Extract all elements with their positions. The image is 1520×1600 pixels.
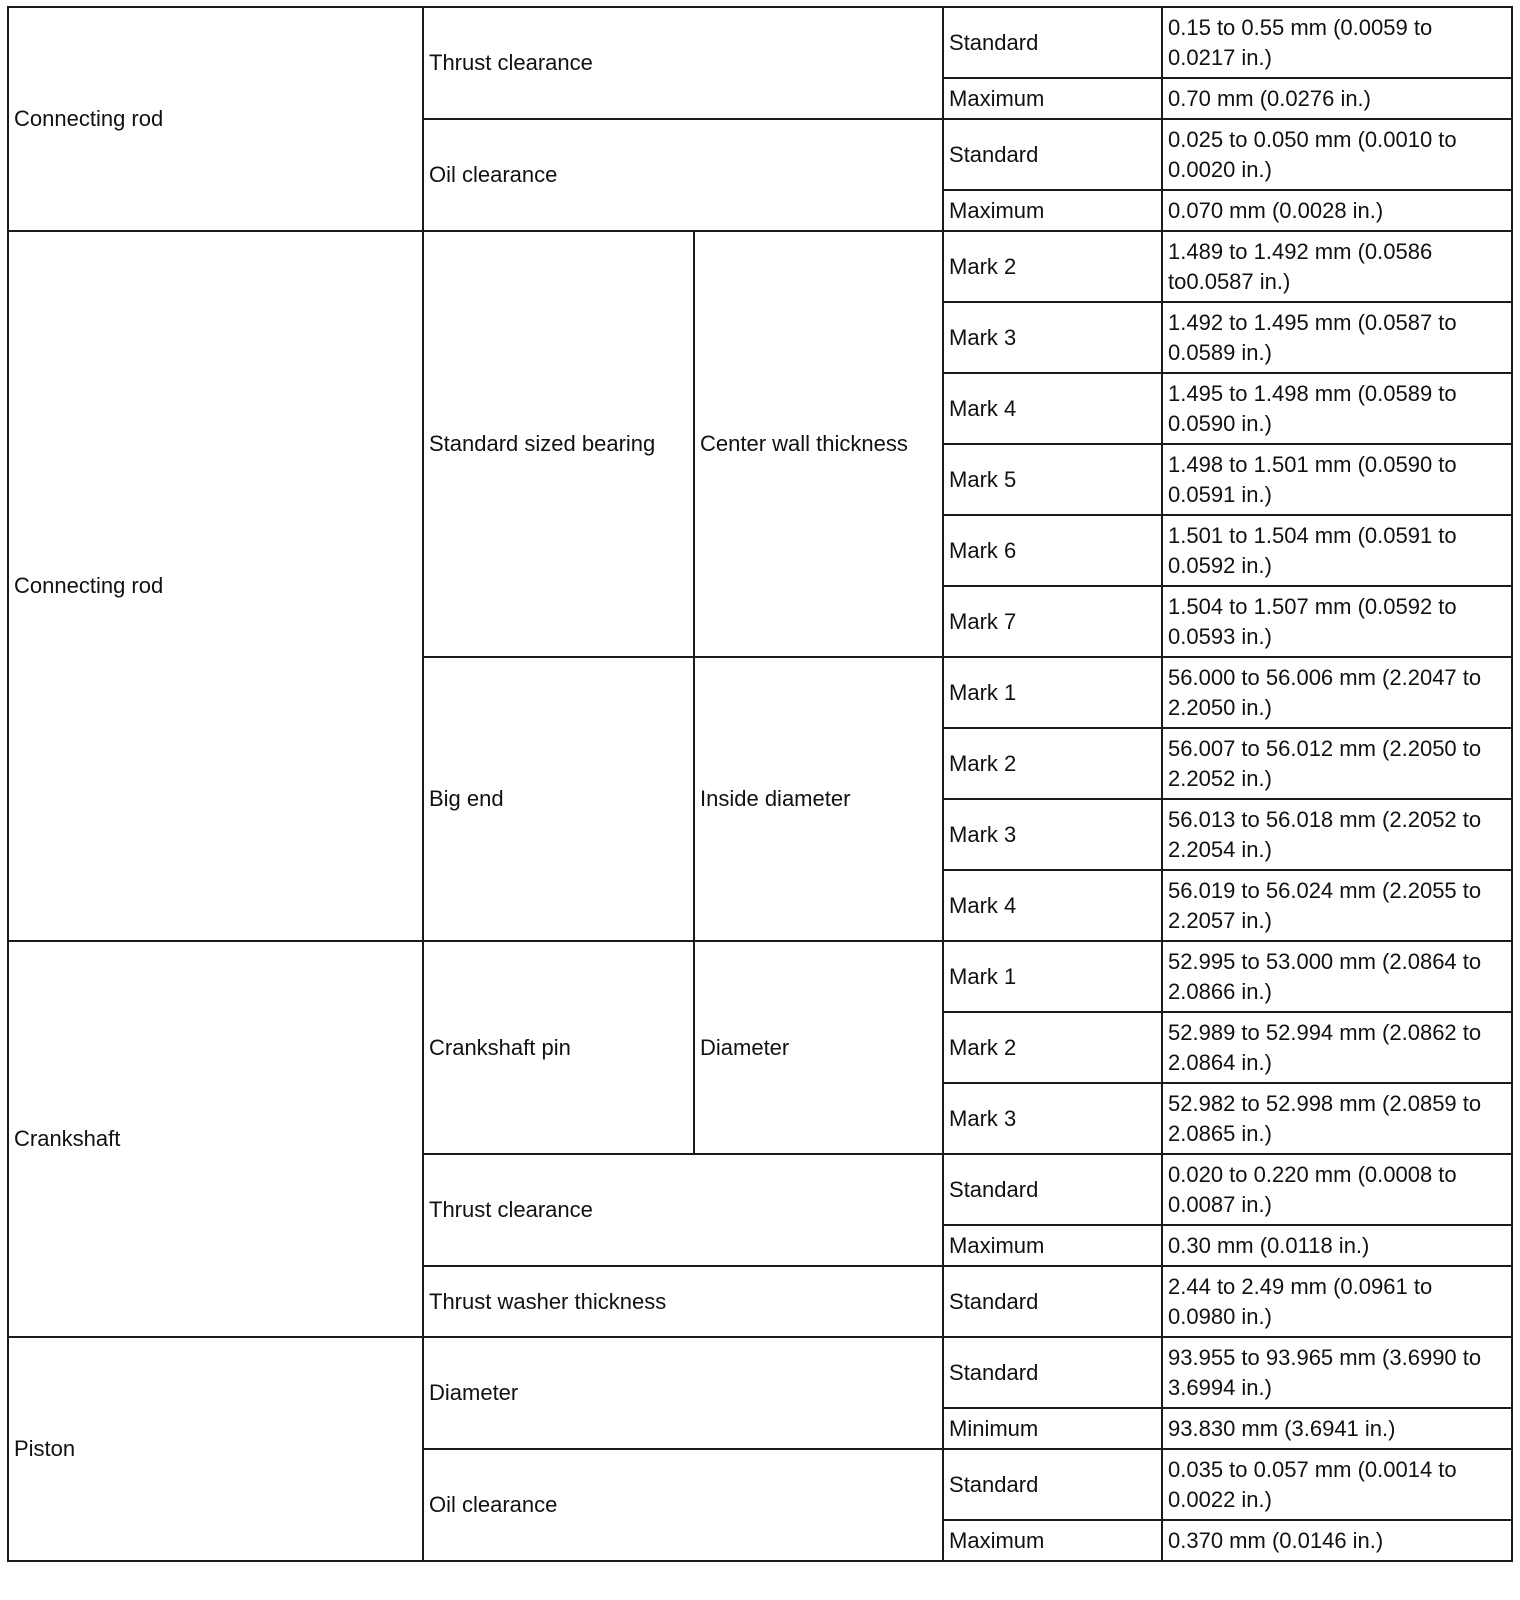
condition-cell: Mark 2 bbox=[943, 728, 1162, 799]
item-cell: Diameter bbox=[423, 1337, 943, 1449]
value-cell: 56.000 to 56.006 mm (2.2047 to 2.2050 in.) bbox=[1162, 657, 1512, 728]
value-cell: 1.504 to 1.507 mm (0.0592 to 0.0593 in.) bbox=[1162, 586, 1512, 657]
component-cell: Connecting rod bbox=[8, 231, 423, 941]
condition-cell: Standard bbox=[943, 119, 1162, 190]
value-cell: 1.501 to 1.504 mm (0.0591 to 0.0592 in.) bbox=[1162, 515, 1512, 586]
value-cell: 1.492 to 1.495 mm (0.0587 to 0.0589 in.) bbox=[1162, 302, 1512, 373]
condition-cell: Mark 6 bbox=[943, 515, 1162, 586]
value-cell: 0.035 to 0.057 mm (0.0014 to 0.0022 in.) bbox=[1162, 1449, 1512, 1520]
value-cell: 93.830 mm (3.6941 in.) bbox=[1162, 1408, 1512, 1449]
table-row bbox=[8, 941, 1512, 1012]
value-cell: 1.495 to 1.498 mm (0.0589 to 0.0590 in.) bbox=[1162, 373, 1512, 444]
component-cell: Piston bbox=[8, 1337, 423, 1561]
value-cell: 1.498 to 1.501 mm (0.0590 to 0.0591 in.) bbox=[1162, 444, 1512, 515]
item-cell: Oil clearance bbox=[423, 119, 943, 231]
value-cell: 52.995 to 53.000 mm (2.0864 to 2.0866 in.) bbox=[1162, 941, 1512, 1012]
item-cell: Thrust clearance bbox=[423, 7, 943, 119]
condition-cell: Mark 3 bbox=[943, 799, 1162, 870]
condition-cell: Mark 2 bbox=[943, 231, 1162, 302]
condition-cell: Mark 4 bbox=[943, 373, 1162, 444]
condition-cell: Maximum bbox=[943, 78, 1162, 119]
value-cell: 56.019 to 56.024 mm (2.2055 to 2.2057 in.) bbox=[1162, 870, 1512, 941]
specification-table bbox=[7, 6, 1513, 1562]
condition-cell: Standard bbox=[943, 1266, 1162, 1337]
item-cell: Standard sized bearing bbox=[423, 231, 694, 657]
condition-cell: Mark 1 bbox=[943, 657, 1162, 728]
value-cell: 56.013 to 56.018 mm (2.2052 to 2.2054 in.) bbox=[1162, 799, 1512, 870]
value-cell: 0.30 mm (0.0118 in.) bbox=[1162, 1225, 1512, 1266]
table-row bbox=[8, 231, 1512, 302]
item-cell: Oil clearance bbox=[423, 1449, 943, 1561]
item-cell: Big end bbox=[423, 657, 694, 941]
condition-cell: Minimum bbox=[943, 1408, 1162, 1449]
value-cell: 2.44 to 2.49 mm (0.0961 to 0.0980 in.) bbox=[1162, 1266, 1512, 1337]
sub-item-cell: Center wall thickness bbox=[694, 231, 943, 657]
condition-cell: Mark 7 bbox=[943, 586, 1162, 657]
value-cell: 52.982 to 52.998 mm (2.0859 to 2.0865 in.) bbox=[1162, 1083, 1512, 1154]
item-cell: Crankshaft pin bbox=[423, 941, 694, 1154]
condition-cell: Maximum bbox=[943, 1225, 1162, 1266]
component-cell: Connecting rod bbox=[8, 7, 423, 231]
condition-cell: Mark 1 bbox=[943, 941, 1162, 1012]
value-cell: 93.955 to 93.965 mm (3.6990 to 3.6994 in.) bbox=[1162, 1337, 1512, 1408]
value-cell: 0.025 to 0.050 mm (0.0010 to 0.0020 in.) bbox=[1162, 119, 1512, 190]
condition-cell: Maximum bbox=[943, 1520, 1162, 1561]
condition-cell: Mark 3 bbox=[943, 302, 1162, 373]
value-cell: 56.007 to 56.012 mm (2.2050 to 2.2052 in.) bbox=[1162, 728, 1512, 799]
value-cell: 52.989 to 52.994 mm (2.0862 to 2.0864 in.) bbox=[1162, 1012, 1512, 1083]
condition-cell: Mark 3 bbox=[943, 1083, 1162, 1154]
condition-cell: Standard bbox=[943, 1449, 1162, 1520]
value-cell: 0.70 mm (0.0276 in.) bbox=[1162, 78, 1512, 119]
value-cell: 0.370 mm (0.0146 in.) bbox=[1162, 1520, 1512, 1561]
sub-item-cell: Inside diameter bbox=[694, 657, 943, 941]
condition-cell: Mark 2 bbox=[943, 1012, 1162, 1083]
value-cell: 1.489 to 1.492 mm (0.0586 to0.0587 in.) bbox=[1162, 231, 1512, 302]
condition-cell: Standard bbox=[943, 7, 1162, 78]
condition-cell: Standard bbox=[943, 1154, 1162, 1225]
value-cell: 0.15 to 0.55 mm (0.0059 to 0.0217 in.) bbox=[1162, 7, 1512, 78]
sub-item-cell: Diameter bbox=[694, 941, 943, 1154]
condition-cell: Mark 4 bbox=[943, 870, 1162, 941]
component-cell: Crankshaft bbox=[8, 941, 423, 1337]
table-row bbox=[8, 7, 1512, 78]
table-row bbox=[8, 1337, 1512, 1408]
item-cell: Thrust clearance bbox=[423, 1154, 943, 1266]
condition-cell: Maximum bbox=[943, 190, 1162, 231]
value-cell: 0.070 mm (0.0028 in.) bbox=[1162, 190, 1512, 231]
condition-cell: Mark 5 bbox=[943, 444, 1162, 515]
condition-cell: Standard bbox=[943, 1337, 1162, 1408]
item-cell: Thrust washer thickness bbox=[423, 1266, 943, 1337]
value-cell: 0.020 to 0.220 mm (0.0008 to 0.0087 in.) bbox=[1162, 1154, 1512, 1225]
